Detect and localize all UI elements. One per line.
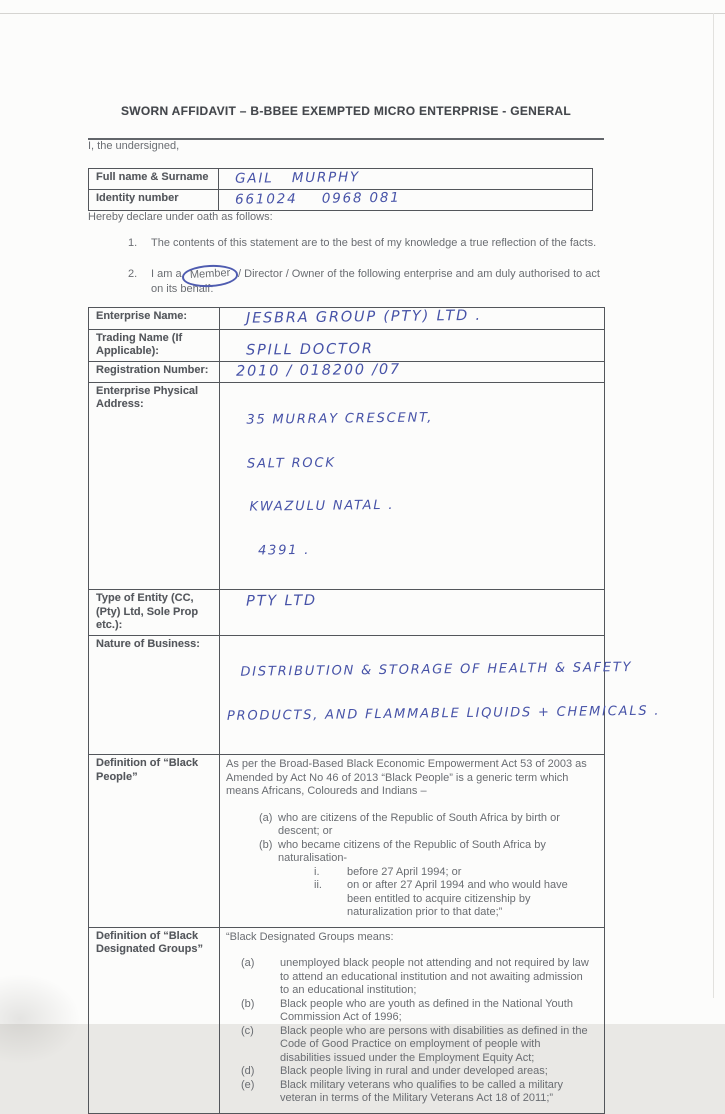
- list-item-text: unemployed black people not attending and not required by law to attend an educational institution and not awaiting admission to an educational institution;: [280, 957, 589, 996]
- declaration-lead: Hereby declare under oath as follows:: [88, 211, 273, 223]
- registration-number-label: Registration Number:: [96, 363, 209, 376]
- registration-number-handwritten-value: 2010 / 018200 /07: [235, 361, 402, 380]
- statement-2-number: 2.: [128, 267, 138, 280]
- address-line-3: KWAZULU NATAL .: [249, 497, 395, 515]
- member-circled-word: Member: [181, 263, 238, 287]
- statement-item-2: [88, 268, 600, 297]
- physical-address-value-cell: [219, 383, 604, 590]
- list-marker: (a): [241, 957, 255, 969]
- identity-number-handwritten-value: 661024 0968 081: [235, 189, 401, 208]
- list-item-text: who became citizens of the Republic of South Africa by naturalisation-: [278, 838, 546, 864]
- list-marker: i.: [314, 865, 320, 878]
- registration-number-value-cell: [219, 362, 604, 382]
- trading-name-handwritten-value: SPILL DOCTOR: [245, 341, 374, 359]
- black-people-definition-label: Definition of “Black People”: [96, 757, 199, 783]
- trading-name-label: Trading Name (If Applicable):: [96, 331, 183, 357]
- full-name-label: Full name & Surname: [96, 171, 209, 183]
- address-line-4: 4391 .: [257, 541, 311, 558]
- list-item: [226, 839, 594, 866]
- table-row: [89, 329, 604, 361]
- designated-groups-definition-cell: [219, 928, 604, 1113]
- scan-edge-top: [0, 13, 725, 14]
- nature-of-business-handwritten-value: [220, 631, 661, 752]
- list-item-text: Black military veterans who qualifies to be called a military veteran in terms of the Military Veterans Act 18 of 2011;”: [280, 1078, 564, 1104]
- table-row: [89, 635, 661, 755]
- nature-line-1: DISTRIBUTION & STORAGE OF HEALTH & SAFETY: [240, 659, 633, 680]
- physical-address-handwritten-value: [220, 382, 435, 588]
- black-people-list: [226, 812, 594, 920]
- statement-2-prefix: I am a: [151, 267, 185, 280]
- entity-type-handwritten-value: PTY LTD: [246, 592, 318, 610]
- table-row: [89, 589, 604, 635]
- list-marker: (b): [241, 997, 255, 1010]
- trading-name-value-cell: [219, 330, 604, 361]
- scan-shadow-bottom-left: [0, 974, 80, 1064]
- list-item: [226, 812, 594, 839]
- intro-line: I, the undersigned,: [88, 140, 180, 152]
- list-item-text: who are citizens of the Republic of South Africa by birth or descent; or: [278, 811, 560, 837]
- table-row: [89, 382, 604, 590]
- identity-number-label: Identity number: [96, 192, 179, 204]
- table-row: [89, 189, 592, 210]
- header-block: [88, 104, 604, 140]
- black-people-intro: As per the Broad-Based Black Economic Empowerment Act 53 of 2003 as Amended by Act No 46 of 2013 “Black People” is a generic term which means Africans, Coloureds and Indians –: [226, 758, 587, 797]
- enterprise-name-handwritten-value: JESBRA GROUP (PTY) LTD .: [245, 307, 482, 327]
- designated-groups-list: [226, 957, 594, 1106]
- list-subitem: [226, 879, 594, 920]
- designated-groups-intro: “Black Designated Groups means:: [226, 930, 394, 943]
- list-item: [226, 1065, 594, 1079]
- list-marker: (b): [259, 838, 273, 851]
- enterprise-name-value-cell: [219, 308, 604, 329]
- list-marker: ii.: [314, 879, 322, 891]
- scan-edge-right: [713, 13, 714, 998]
- list-item-text: on or after 27 April 1994 and who would have been entitled to acquire citizenship by naturalization prior to that date;”: [347, 879, 568, 918]
- statement-2-suffix: / Director / Owner of the following enterprise and am duly authorised to act on its behalf:: [151, 267, 600, 295]
- page-title: SWORN AFFIDAVIT – B-BBEE EXEMPTED MICRO ENTERPRISE - GENERAL: [120, 104, 572, 118]
- list-item: [226, 1025, 594, 1066]
- list-item-text: before 27 April 1994; or: [347, 865, 462, 878]
- entity-type-label: Type of Entity (CC, (Pty) Ltd, Sole Prop etc.):: [96, 592, 199, 631]
- nature-line-2: PRODUCTS, AND FLAMMABLE LIQUIDS + CHEMICALS .: [226, 702, 661, 723]
- full-name-value-cell: [218, 169, 592, 189]
- entity-type-value-cell: [219, 590, 604, 635]
- nature-of-business-value-cell: [219, 636, 663, 755]
- list-item-text: Black people living in rural and under developed areas;: [280, 1065, 548, 1077]
- table-row: [89, 169, 592, 189]
- physical-address-label: Enterprise Physical Address:: [96, 384, 199, 410]
- table-row: [89, 308, 604, 329]
- list-item-text: Black people who are youth as defined in the National Youth Commission Act of 1996;: [280, 997, 573, 1023]
- table-row: [89, 361, 604, 382]
- table-row: [89, 754, 604, 927]
- enterprise-table: [88, 307, 661, 1114]
- identity-number-value-cell: [218, 190, 592, 210]
- list-item: [226, 1079, 594, 1106]
- full-name-handwritten-value: GAIL MURPHY: [235, 169, 361, 187]
- enterprise-name-label: Enterprise Name:: [96, 309, 188, 322]
- statement-1-number: 1.: [128, 237, 138, 249]
- list-marker: (e): [241, 1078, 255, 1091]
- statement-item-1: [88, 237, 600, 251]
- list-item: [226, 998, 594, 1025]
- address-line-2: SALT ROCK: [246, 454, 336, 471]
- statement-1-text: The contents of this statement are to the best of my knowledge a true reflection of the facts.: [151, 237, 597, 249]
- designated-groups-definition-label: Definition of “Black Designated Groups”: [96, 929, 203, 955]
- black-people-definition-cell: [219, 755, 604, 927]
- list-marker: (a): [259, 811, 273, 824]
- table-row: [89, 927, 604, 1113]
- statement-list: [88, 237, 725, 297]
- list-marker: (d): [241, 1065, 255, 1077]
- declarant-table: [88, 168, 593, 211]
- statement-2-text: [151, 268, 600, 297]
- nature-of-business-label: Nature of Business:: [96, 637, 200, 650]
- list-subitem: [226, 866, 594, 880]
- list-item-text: Black people who are persons with disabilities as defined in the Code of Good Practice on employment of people with disabilities issued under the Employment Equity Act;: [280, 1024, 588, 1064]
- list-marker: (c): [241, 1024, 254, 1037]
- address-line-1: 35 MURRAY CRESCENT,: [246, 409, 434, 428]
- list-item: [226, 957, 594, 998]
